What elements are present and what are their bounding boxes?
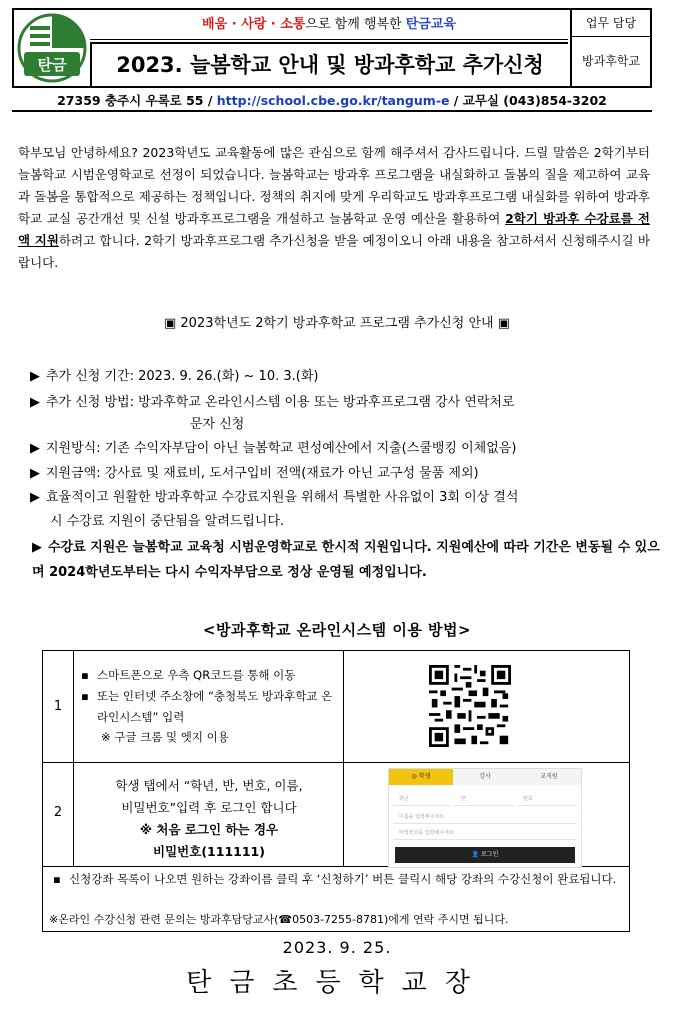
login-button[interactable]: 👤 로그인	[395, 847, 575, 863]
duty-label: 업무 담당	[572, 12, 650, 37]
school-url-link[interactable]: http://school.cbe.go.kr/tangum-e	[216, 93, 450, 108]
name-field[interactable]: 이름을 입력해주세요	[393, 811, 577, 824]
tab-student[interactable]: ◎ 학생	[389, 769, 453, 785]
bullet-support-way: ▶ 지원방식: 기존 수익자부담이 아닌 늘봄학교 편성예산에서 지출(스쿨뱅킹 이체없음)	[30, 441, 517, 456]
row1-item: ▪ 또는 인터넷 주소창에 “충청북도 방과후학교 온라인시스템” 입력	[81, 686, 343, 728]
number-field[interactable]: 번호	[517, 793, 577, 806]
bullet-temporary: ▶ 수강료 지원은 늘봄학교 교육청 시범운영학교로 한시적 지원입니다. 지원예산에 따라 기간은 변동될 수 있으며 2024학년도부터는 다시 수익자부담으로 정상 운영될 예정입니다.	[32, 540, 660, 580]
duty-name: 방과후학교	[582, 54, 640, 68]
row1-number: 1	[53, 699, 63, 714]
user-icon: 👤	[471, 851, 481, 858]
tab-staff[interactable]: 교직원	[517, 769, 581, 785]
login-screenshot	[388, 768, 582, 868]
tab-instructor[interactable]: 강사	[453, 769, 517, 785]
intro-paragraph: 학부모님 안녕하세요? 2023학년도 교육활동에 많은 관심으로 함께 해주셔서 감사드립니다. 드릴 말씀은 2학기부터 늘봄학교 시범운영학교로 선정이 되었습니다. 늘봄학교는 방과후 프로그램을 내실화하고 돌봄의 질을 제고하여 교육과 돌봄을 통합적으로 제공하는 정책입니다. 정책의 취지에 맞게 우리학교도 방과후프로그램 내실화를 위하여 방과후학교 교실 공간개선 및 신설 방과후프로그램을 개설하고 늘봄학교 운영 예산을 활용하여 2학기 방과후 수강료를 전액 지원하려고 합니다. 2학기 방과후프로그램 추가신청을 받을 예정이오니 아래 내용을 참고하셔서 신청해주시길 바랍니다.	[18, 145, 650, 270]
class-field[interactable]: 반	[455, 793, 513, 806]
footer-instructions: ▪ 신청강좌 목록이 나오면 원하는 강좌이름 클릭 후 ‘신청하기’ 버튼 클릭시 해당 강좌의 수강신청이 완료됩니다.	[53, 869, 623, 889]
bullet-absence: ▶ 효율적이고 원활한 방과후학교 수강료지원을 위해서 특별한 사유없이 3회 이상 결석	[30, 490, 519, 505]
contact-note: ※온라인 수강신청 관련 문의는 방과후담당교사(☎0503-7255-8781)에게 연락 주시면 됩니다.	[49, 913, 509, 926]
howto-title: <방과후학교 온라인시스템 이용 방법>	[202, 621, 472, 639]
school-principal: 탄금초등학교장	[186, 968, 488, 998]
address-line: 27359 충주시 우록로 55 / http://school.cbe.go.kr/tangum-e / 교무실 (043)854-3202	[12, 90, 652, 112]
row1-instructions	[81, 665, 343, 728]
bullet-method-cont: 문자 신청	[190, 417, 245, 432]
bullet-absence-cont: 시 수강료 지원이 중단됨을 알려드립니다.	[50, 514, 285, 529]
section-title: ▣ 2023학년도 2학기 방과후학교 프로그램 추가신청 안내 ▣	[163, 316, 510, 331]
qr-code-icon	[410, 665, 530, 747]
bullet-support-amount: ▶ 지원금액: 강사료 및 재료비, 도서구입비 전액(재료가 아닌 교구성 물품 제외)	[30, 466, 479, 481]
password-field[interactable]: 비밀번호를 입력해주세요	[393, 827, 577, 840]
row2-instructions: 학생 탭에서 “학년, 반, 번호, 이름, 비밀번호”입력 후 로그인 합니다 ※ 처음 로그인 하는 경우 비밀번호(111111)	[115, 778, 303, 859]
slogan: 배움 · 사랑 · 소통으로 함께 행복한 탄금교육	[90, 10, 568, 40]
bullet-period: ▶ 추가 신청 기간: 2023. 9. 26.(화) ~ 10. 3.(화)	[30, 369, 319, 384]
school-logo	[16, 12, 88, 84]
bullet-method: ▶ 추가 신청 방법: 방과후학교 온라인시스템 이용 또는 방과후프로그램 강사 연락처로	[30, 395, 515, 410]
page-title: 2023. 늘봄학교 안내 및 방과후학교 추가신청	[90, 42, 568, 86]
row1-note: ※ 구글 크롬 및 엣지 이용	[101, 730, 229, 744]
issue-date: 2023. 9. 25.	[282, 938, 392, 957]
row1-item: ▪ 스마트폰으로 우측 QR코드를 통해 이동	[81, 665, 343, 686]
row2-number: 2	[53, 805, 63, 820]
grade-field[interactable]: 학년	[393, 793, 451, 806]
logo-text: 탄금	[37, 56, 67, 74]
